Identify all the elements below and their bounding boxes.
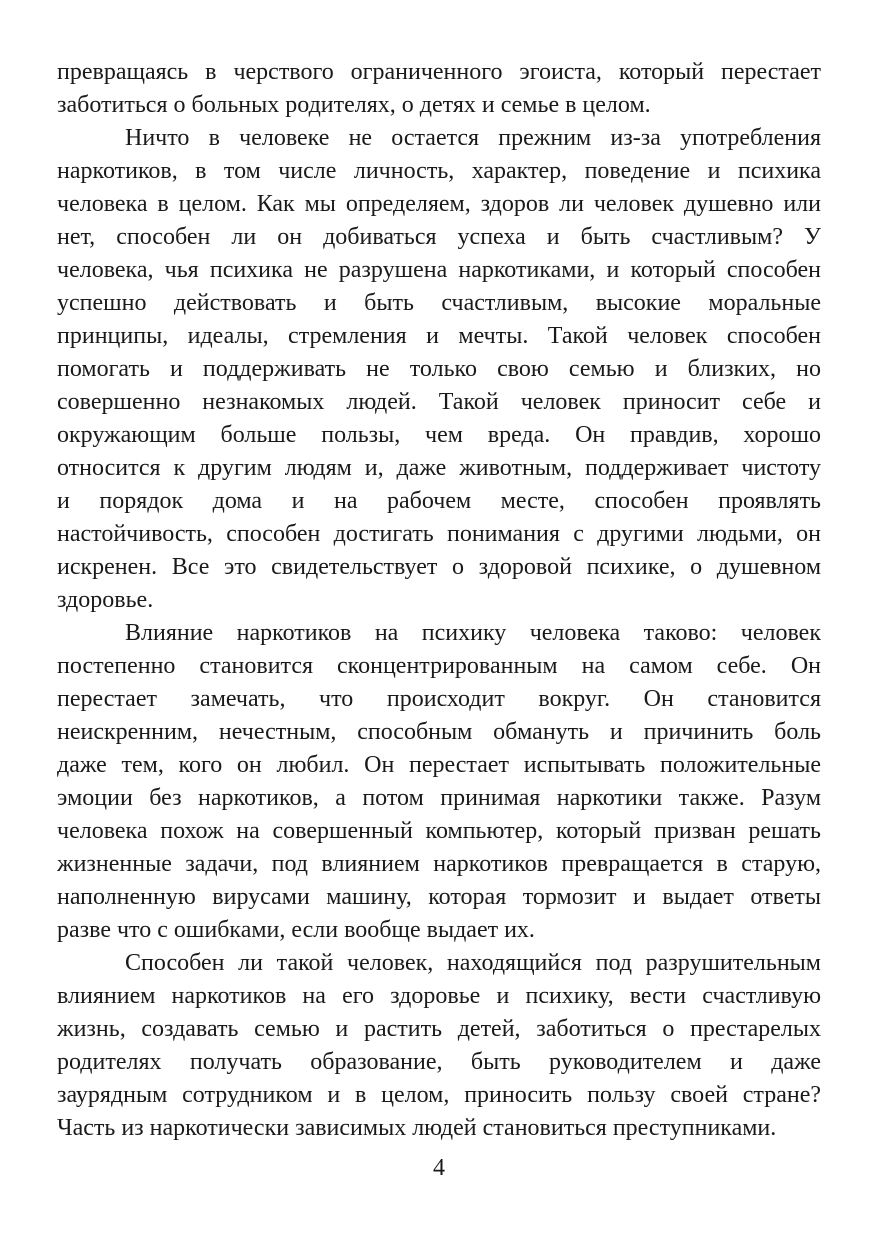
text-line: принципы, идеалы, стремления и мечты. Такой человек способен	[57, 323, 821, 349]
paragraph	[57, 617, 821, 947]
text-line: настойчивость, способен достигать понимания с другими людьми, он	[57, 521, 821, 547]
text-line: наркотиков, в том числе личность, характер, поведение и психика	[57, 158, 821, 184]
text-line: превращаясь в черствого ограниченного эгоиста, который перестает	[57, 59, 821, 85]
text-line: родителях получать образование, быть руководителем и даже	[57, 1049, 821, 1075]
text-line: неискренним, нечестным, способным обмануть и причинить боль	[57, 719, 821, 745]
text-line: Часть из наркотически зависимых людей становиться преступниками.	[57, 1115, 777, 1141]
text-line: постепенно становится сконцентрированным на самом себе. Он	[57, 653, 821, 679]
paragraph	[57, 122, 821, 617]
text-line: человека в целом. Как мы определяем, здоров ли человек душевно или	[57, 191, 821, 217]
text-block	[57, 56, 821, 1185]
text-line: жизнь, создавать семью и растить детей, заботиться о престарелых	[57, 1016, 821, 1042]
text-line: успешно действовать и быть счастливым, высокие моральные	[57, 290, 821, 316]
text-line: нет, способен ли он добиваться успеха и быть счастливым? У	[57, 224, 821, 250]
text-line: совершенно незнакомых людей. Такой человек приносит себе и	[57, 389, 821, 415]
text-line: относится к другим людям и, даже животным, поддерживает чистоту	[57, 455, 821, 481]
text-line: человека, чья психика не разрушена наркотиками, и который способен	[57, 257, 821, 283]
text-line: даже тем, кого он любил. Он перестает испытывать положительные	[57, 752, 821, 778]
text-line: перестает замечать, что происходит вокруг. Он становится	[57, 686, 821, 712]
text-line: помогать и поддерживать не только свою семью и близких, но	[57, 356, 821, 382]
text-line: и порядок дома и на рабочем месте, способен проявлять	[57, 488, 821, 514]
paragraph	[57, 56, 821, 122]
paragraph	[57, 947, 821, 1145]
text-line: влиянием наркотиков на его здоровье и психику, вести счастливую	[57, 983, 821, 1009]
text-line: наполненную вирусами машину, которая тормозит и выдает ответы	[57, 884, 821, 910]
text-line: искренен. Все это свидетельствует о здоровой психике, о душевном	[57, 554, 821, 580]
text-line: Ничто в человеке не остается прежним из-за употребления	[125, 125, 821, 151]
page-number: 4	[433, 1155, 445, 1181]
text-line: разве что с ошибками, если вообще выдает их.	[57, 917, 535, 943]
text-line: Влияние наркотиков на психику человека таково: человек	[125, 620, 821, 646]
text-line: заботиться о больных родителях, о детях и семье в целом.	[57, 92, 651, 118]
text-line: заурядным сотрудником и в целом, приносить пользу своей стране?	[57, 1082, 821, 1108]
text-line: окружающим больше пользы, чем вреда. Он правдив, хорошо	[57, 422, 821, 448]
text-line: Способен ли такой человек, находящийся под разрушительным	[125, 950, 821, 976]
text-line: человека похож на совершенный компьютер, который призван решать	[57, 818, 821, 844]
text-line: жизненные задачи, под влиянием наркотиков превращается в старую,	[57, 851, 821, 877]
text-line: эмоции без наркотиков, а потом принимая наркотики также. Разум	[57, 785, 821, 811]
text-line: здоровье.	[57, 587, 154, 613]
